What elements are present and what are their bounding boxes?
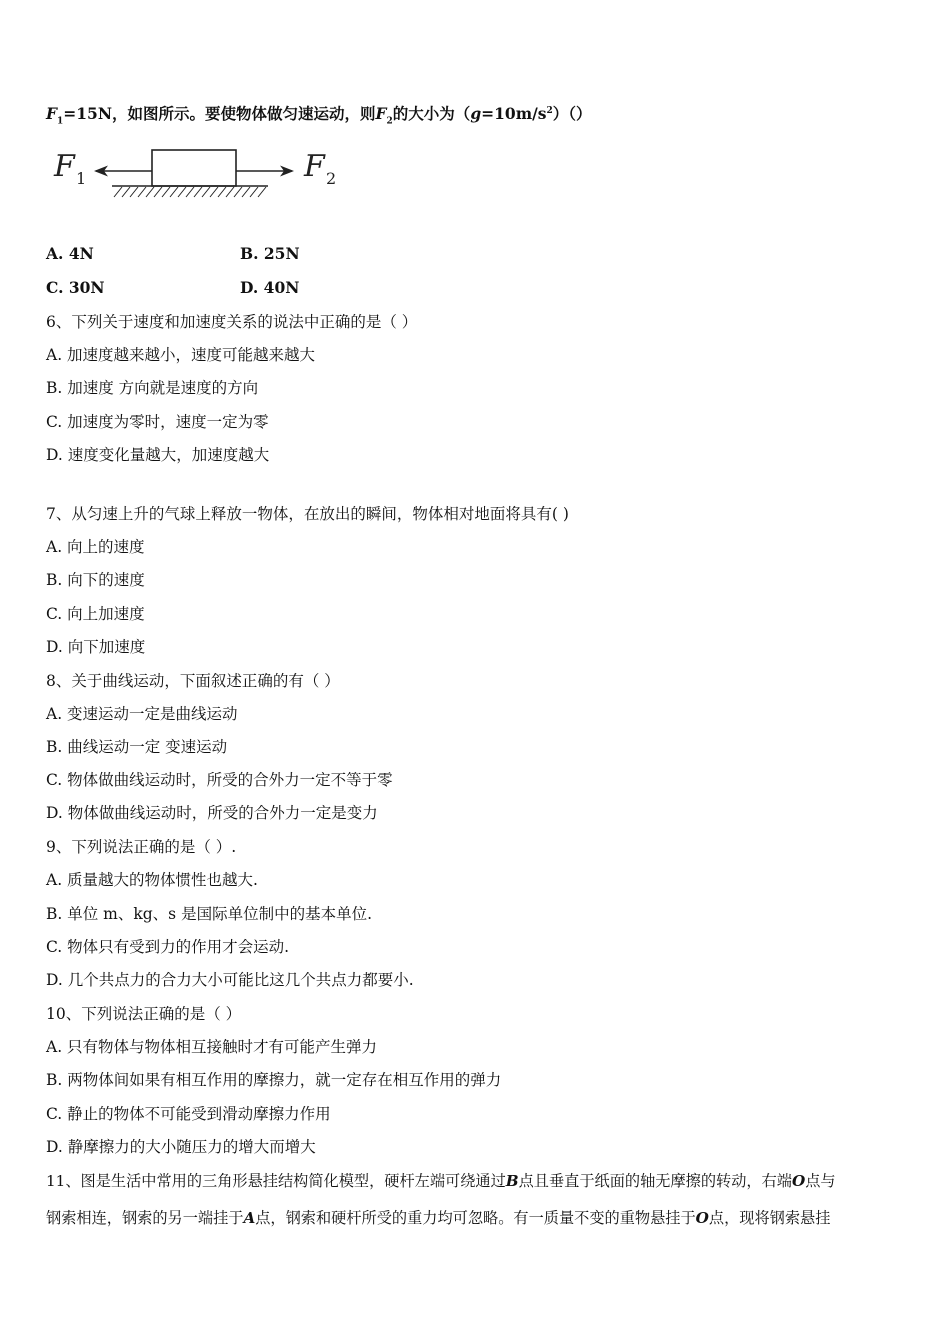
q10-option-a: A. 只有物体与物体相互接触时才有可能产生弹力 (46, 1038, 378, 1056)
q10-option-b: B. 两物体间如果有相互作用的摩擦力，就一定存在相互作用的弹力 (46, 1071, 502, 1089)
q8-stem: 8、关于曲线运动，下面叙述正确的有（ ） (46, 672, 340, 690)
q7-option-d: D. 向下加速度 (46, 638, 146, 656)
q7-option-c: C. 向上加速度 (46, 605, 145, 623)
q11-point-o: O (791, 1172, 806, 1190)
q11-text-2c: 点，现将钢索悬挂 (708, 1209, 831, 1227)
q5-option-a: A. 4N (46, 244, 94, 263)
q8-option-a: A. 变速运动一定是曲线运动 (46, 705, 238, 723)
q7-stem: 7、从匀速上升的气球上释放一物体，在放出的瞬间，物体相对地面将具有( ) (46, 505, 569, 523)
q7-option-a: A. 向上的速度 (46, 538, 145, 556)
q11-point-o-2: O (695, 1209, 709, 1227)
q6-option-b: B. 加速度 方向就是速度的方向 (46, 379, 259, 397)
q5-stem-text-a: =15N，如图所示。要使物体做匀速运动，则 (63, 104, 376, 124)
q9-option-d: D. 几个共点力的合力大小可能比这几个共点力都要小. (46, 971, 414, 989)
diagram-f1-label: F (54, 149, 75, 184)
q5-f2-subscript: 2 (386, 116, 393, 127)
q10-option-c: C. 静止的物体不可能受到滑动摩擦力作用 (46, 1105, 331, 1123)
q6-option-a: A. 加速度越来越小，速度可能越来越大 (46, 346, 316, 364)
block (152, 150, 236, 186)
q10-stem: 10、下列说法正确的是（ ） (46, 1005, 242, 1023)
q5-option-b: B. 25N (240, 244, 300, 263)
q5-stem-text-d: ）（） (552, 104, 592, 124)
q10-option-d: D. 静摩擦力的大小随压力的增大而增大 (46, 1138, 316, 1156)
q5-f2-symbol: F (375, 104, 387, 124)
q11-text-1b: 点且垂直于纸面的轴无摩擦的转动，右端 (518, 1172, 792, 1190)
q7-option-b: B. 向下的速度 (46, 571, 145, 589)
q5-options-row-2 (46, 277, 446, 299)
force-diagram (46, 140, 346, 206)
q5-f1-symbol: F (46, 104, 58, 124)
diagram-f2-label: F (304, 149, 325, 184)
q5-f1-subscript: 1 (57, 116, 64, 127)
q5-options-row-1 (46, 243, 446, 265)
q6-option-d: D. 速度变化量越大，加速度越大 (46, 446, 270, 464)
diagram-f1-subscript: 1 (76, 169, 87, 188)
q9-option-b: B. 单位 m、kg、s 是国际单位制中的基本单位. (46, 905, 372, 923)
q8-option-d: D. 物体做曲线运动时，所受的合外力一定是变力 (46, 804, 378, 822)
q11-text-1c: 点与 (805, 1172, 836, 1190)
q5-g-symbol: g (470, 104, 482, 124)
q5-option-c: C. 30N (46, 278, 105, 297)
diagram-f2-subscript: 2 (326, 169, 337, 188)
q9-option-a: A. 质量越大的物体惯性也越大. (46, 871, 258, 889)
q11-point-a: A (243, 1209, 256, 1227)
q5-stem (46, 100, 592, 132)
q6-option-c: C. 加速度为零时，速度一定为零 (46, 413, 269, 431)
q11-stem-line-1 (46, 1170, 836, 1192)
q11-text-1a: 11、图是生活中常用的三角形悬挂结构简化模型，硬杆左端可绕通过 (46, 1172, 506, 1190)
q5-stem-text-b: 的大小为（ (392, 104, 471, 124)
ground-hatching (114, 187, 266, 197)
q11-text-2b: 点，钢索和硬杆所受的重力均可忽略。有一质量不变的重物悬挂于 (255, 1209, 696, 1227)
q5-stem-text-c: =10m/s (481, 104, 547, 124)
q11-text-2a: 钢索相连，钢索的另一端挂于 (46, 1209, 244, 1227)
q8-option-c: C. 物体做曲线运动时，所受的合外力一定不等于零 (46, 771, 393, 789)
q9-stem: 9、下列说法正确的是（ ）. (46, 838, 237, 856)
q6-stem: 6、下列关于速度和加速度关系的说法中正确的是（ ） (46, 313, 418, 331)
q8-option-b: B. 曲线运动一定 变速运动 (46, 738, 228, 756)
q11-point-b: B (505, 1172, 519, 1190)
q9-option-c: C. 物体只有受到力的作用才会运动. (46, 938, 290, 956)
q5-unit-superscript: 2 (546, 106, 553, 116)
q11-stem-line-2 (46, 1207, 830, 1229)
q5-option-d: D. 40N (240, 278, 300, 297)
